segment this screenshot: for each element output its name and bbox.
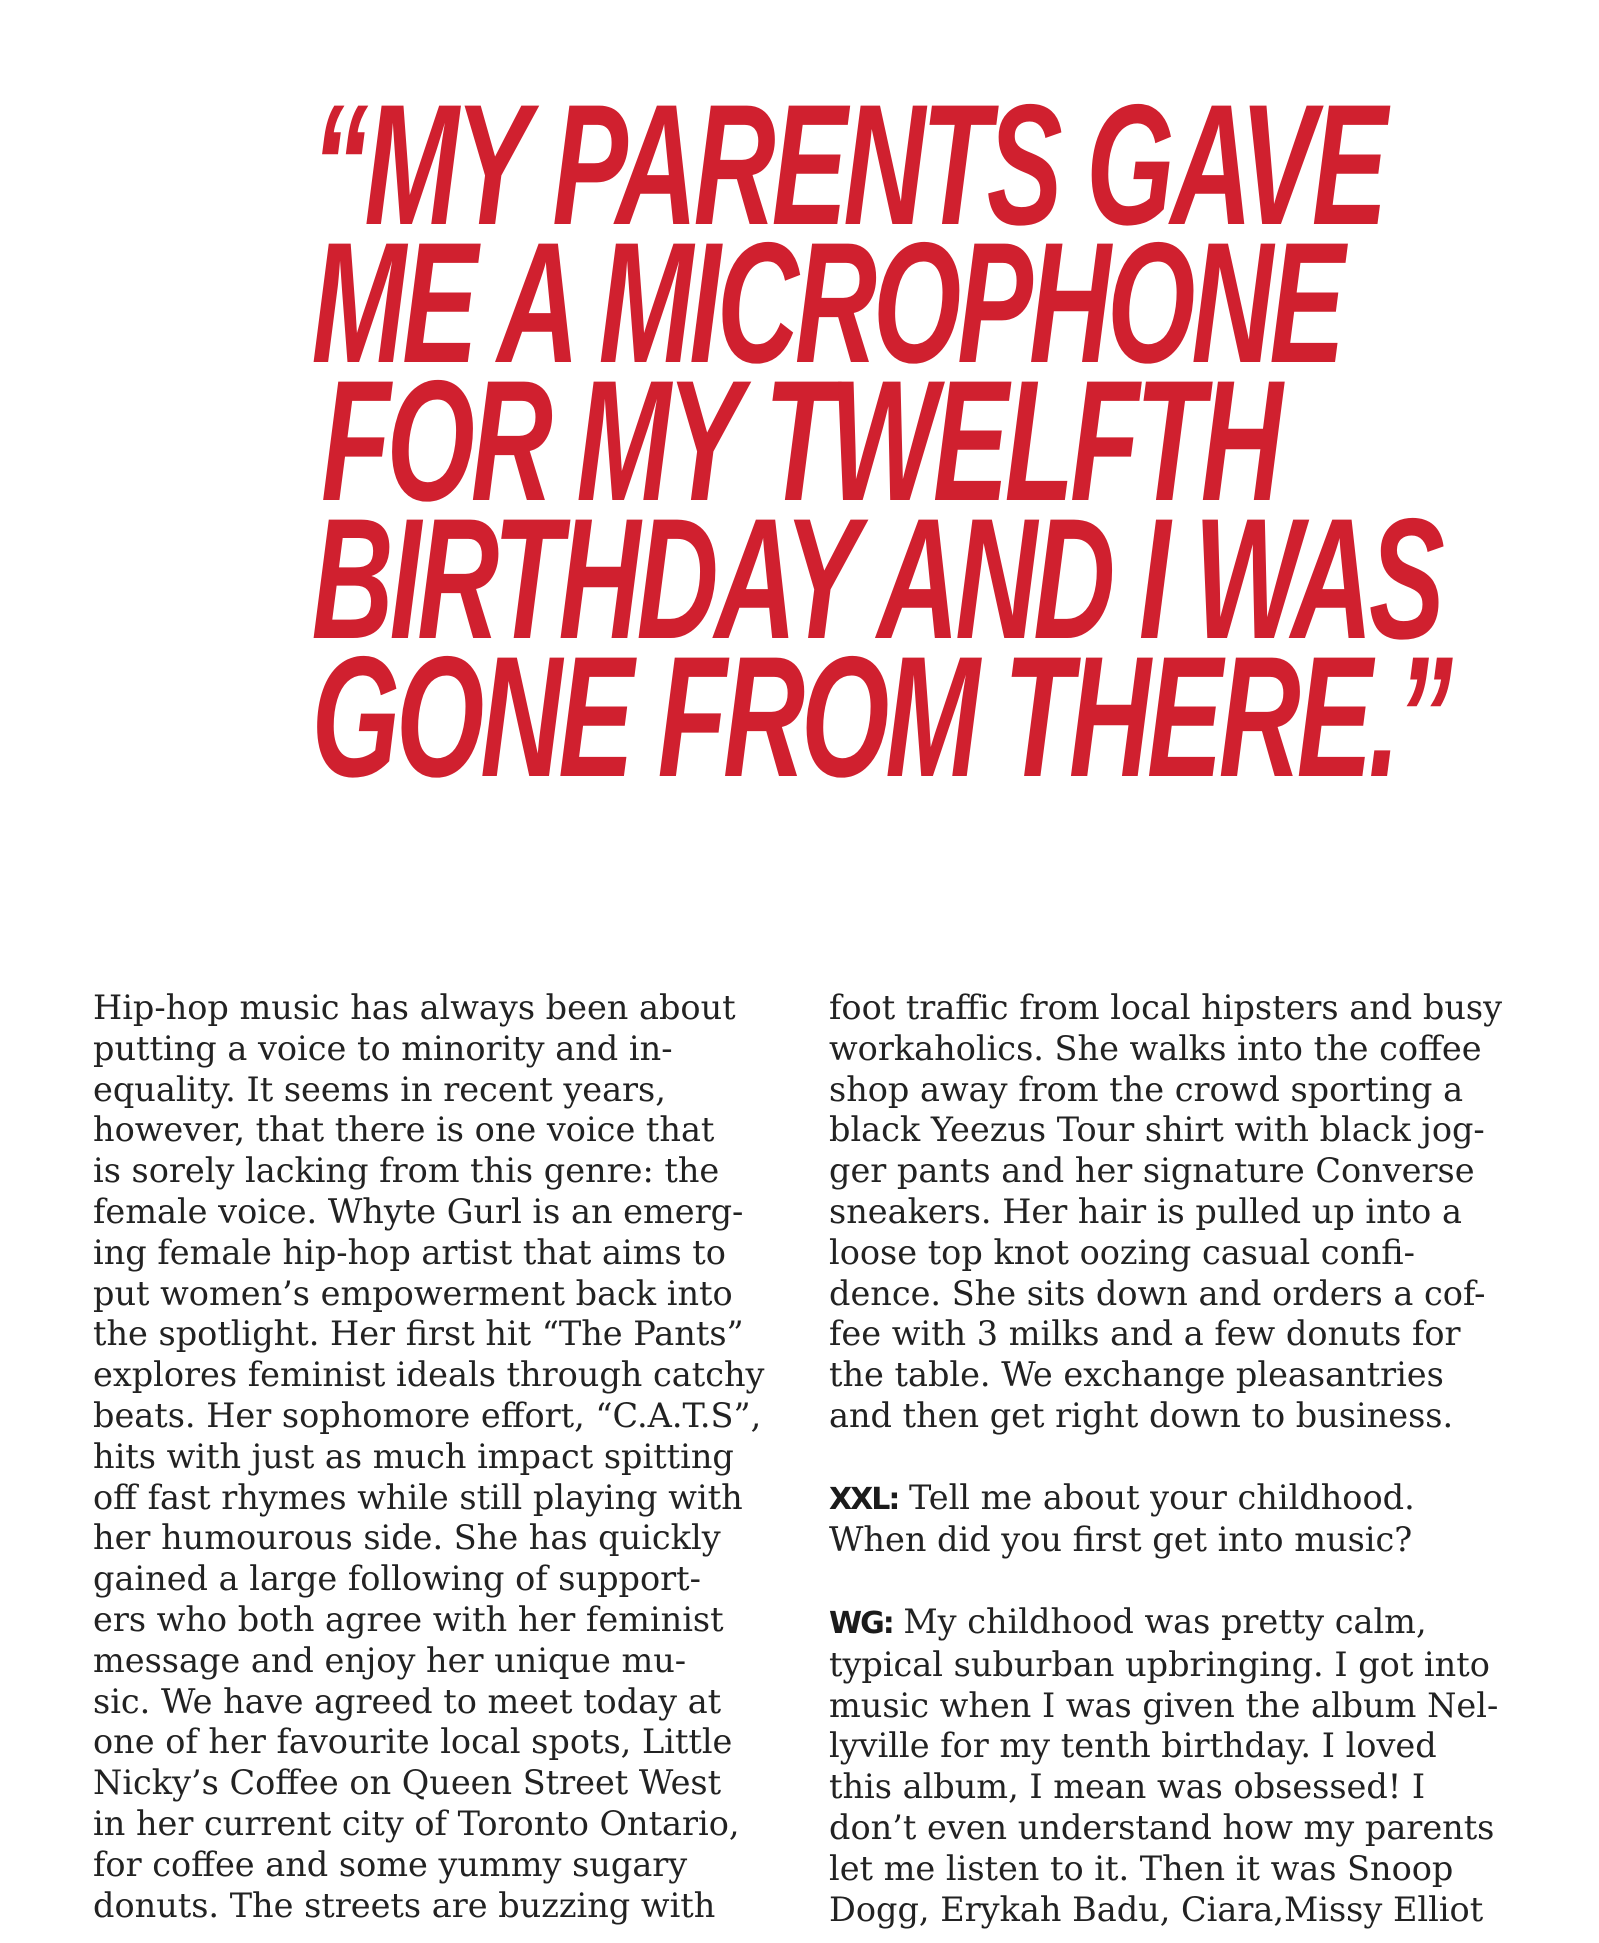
body-text-line: ger pants and her signature Converse: [829, 1151, 1475, 1191]
pull-quote-headline: [60, 69, 1540, 813]
body-text-line: dence. She sits down and orders a cof-: [829, 1273, 1486, 1313]
speaker-label-wg: WG:: [829, 1605, 893, 1641]
body-text-line: lyville for my tenth birthday. I loved: [829, 1726, 1437, 1766]
body-text-line: ers who both agree with her feminist: [93, 1599, 724, 1639]
pull-quote-line: ME A MICROPHONE: [311, 207, 1342, 399]
body-text-line: female voice. Whyte Gurl is an emerg-: [93, 1191, 744, 1231]
body-text-line: let me listen to it. Then it was Snoop: [829, 1848, 1454, 1888]
body-text-line: black Yeezus Tour shirt with black jog-: [829, 1110, 1485, 1150]
body-text-line: sneakers. Her hair is pulled up into a: [829, 1191, 1462, 1231]
body-text-line: the spotlight. Her first hit “The Pants”: [93, 1314, 744, 1354]
body-text-line: gained a large following of support-: [93, 1559, 701, 1599]
body-text-line: however, that there is one voice that: [93, 1110, 715, 1150]
body-text-line: shop away from the crowd sporting a: [829, 1069, 1464, 1109]
question-text: Tell me about your childhood.: [898, 1477, 1415, 1517]
body-text-line: this album, I mean was obsessed! I: [829, 1767, 1426, 1807]
body-text-line: workaholics. She walks into the coffee: [829, 1028, 1482, 1068]
paragraph-spacer: [829, 1437, 1509, 1478]
paragraph-spacer: [829, 1561, 1509, 1602]
article-column-left: [93, 988, 773, 1926]
body-text-line: message and enjoy her unique mu-: [93, 1640, 687, 1680]
body-text-line: is sorely lacking from this genre: the: [93, 1151, 720, 1191]
body-text-line: Nicky’s Coffee on Queen Street West: [93, 1763, 722, 1803]
body-text-line: equality. It seems in recent years,: [93, 1069, 666, 1109]
body-text-line: explores feminist ideals through catchy: [93, 1355, 765, 1395]
body-text-line: her humourous side. She has quickly: [93, 1518, 721, 1558]
body-text-line: hits with just as much impact spitting: [93, 1436, 734, 1476]
answer-text: My childhood was pretty calm,: [892, 1601, 1427, 1641]
article-column-right: [829, 988, 1509, 1930]
body-text-line: the table. We exchange pleasantries: [829, 1355, 1444, 1395]
body-text-line: fee with 3 milks and a few donuts for: [829, 1314, 1461, 1354]
pull-quote-line: BIRTHDAY AND I WAS: [311, 483, 1441, 675]
pull-quote-line: FOR MY TWELFTH: [321, 345, 1279, 537]
body-text-line: When did you first get into music?: [829, 1520, 1413, 1560]
body-text-line: donuts. The streets are buzzing with: [93, 1885, 716, 1925]
body-text-line: put women’s empowerment back into: [93, 1273, 733, 1313]
body-text-line: Dogg, Erykah Badu, Ciara,Missy Elliot: [829, 1889, 1484, 1929]
body-text-line: Hip-hop music has always been about: [93, 988, 736, 1027]
body-text-line: loose top knot oozing casual confi-: [829, 1232, 1415, 1272]
body-text-line: off fast rhymes while still playing with: [93, 1477, 743, 1517]
body-text-line: music when I was given the album Nel-: [829, 1685, 1499, 1725]
pull-quote-line: GONE FROM THERE.”: [311, 621, 1449, 813]
interview-question: [829, 1478, 1509, 1521]
body-text-line: typical suburban upbringing. I got into: [829, 1644, 1490, 1684]
body-text-line: beats. Her sophomore effort, “C.A.T.S”,: [93, 1395, 762, 1435]
body-text-line: putting a voice to minority and in-: [93, 1028, 673, 1068]
pull-quote-line: “MY PARENTS GAVE: [311, 69, 1384, 261]
body-text-line: one of her favourite local spots, Little: [93, 1722, 733, 1762]
body-text-line: foot traffic from local hipsters and busy: [829, 988, 1503, 1027]
body-text-line: for coffee and some yummy sugary: [93, 1844, 688, 1884]
body-text-line: sic. We have agreed to meet today at: [93, 1681, 722, 1721]
body-text-line: ing female hip-hop artist that aims to: [93, 1232, 726, 1272]
speaker-label-xxl: XXL:: [829, 1481, 899, 1517]
body-text-line: in her current city of Toronto Ontario,: [93, 1803, 740, 1843]
body-text-line: don’t even understand how my parents: [829, 1807, 1495, 1847]
body-text-line: and then get right down to business.: [829, 1395, 1454, 1435]
interview-answer: [829, 1602, 1509, 1645]
